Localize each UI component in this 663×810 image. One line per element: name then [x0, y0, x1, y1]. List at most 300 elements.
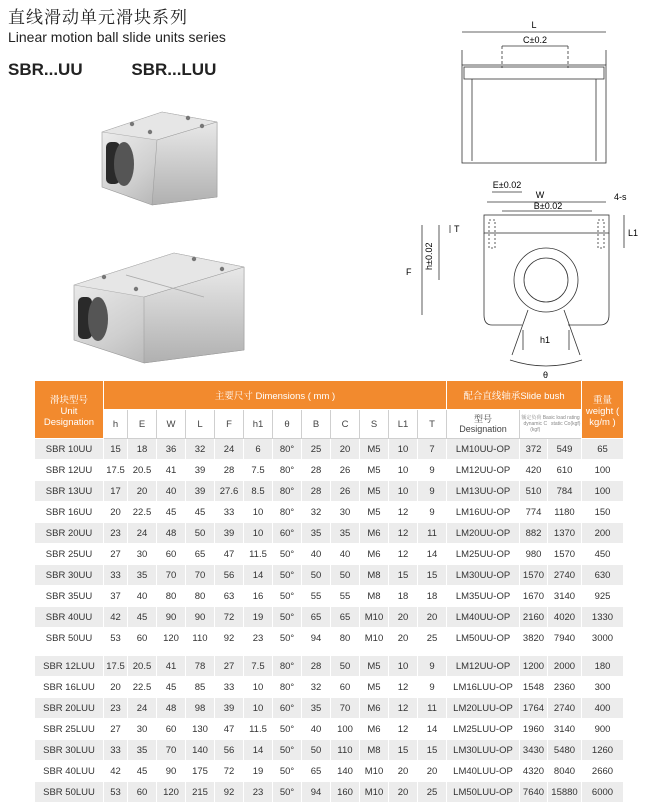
table-cell: M10 — [360, 607, 389, 628]
cell-designation: LM16LUU-OP — [447, 677, 520, 698]
table-cell: 16 — [244, 586, 273, 607]
table-cell: 23 — [244, 782, 273, 803]
header-unit: 滑块型号 Unit Designation — [35, 381, 104, 439]
table-cell: 11.5 — [244, 544, 273, 565]
table-cell: 80 — [157, 586, 186, 607]
table-cell: M6 — [360, 698, 389, 719]
dim-holes: 4-s — [614, 192, 627, 202]
table-cell: 56 — [215, 565, 244, 586]
column-header: S — [360, 410, 389, 439]
table-cell: 11 — [418, 523, 447, 544]
table-cell: 60° — [273, 523, 302, 544]
column-header: L1 — [389, 410, 418, 439]
table-cell: 18 — [128, 439, 157, 460]
cell-designation: LM13UU-OP — [447, 481, 520, 502]
cell-unit: SBR 40UU — [35, 607, 104, 628]
table-cell: 12 — [389, 544, 418, 565]
table-cell: 140 — [186, 740, 215, 761]
table-cell: 45 — [128, 761, 157, 782]
table-cell: 9 — [418, 460, 447, 481]
table-row — [35, 523, 624, 544]
cell-designation: LM16UU-OP — [447, 502, 520, 523]
table-cell: 12 — [389, 698, 418, 719]
table-cell: 41 — [157, 460, 186, 481]
dim-L: L — [531, 20, 537, 30]
table-cell: M10 — [360, 782, 389, 803]
table-cell: 9 — [418, 481, 447, 502]
table-cell: 90 — [157, 607, 186, 628]
cell-unit: SBR 20LUU — [35, 698, 104, 719]
table-row — [35, 544, 624, 565]
table-cell: 24 — [128, 523, 157, 544]
column-header-load-rating: 额定负荷 Basic load rating dynamic C (kgf) static Co(kgf) — [520, 410, 582, 439]
table-cell: 50° — [273, 719, 302, 740]
table-cell: 10 — [389, 460, 418, 481]
table-cell: M5 — [360, 502, 389, 523]
table-cell: 100 — [582, 481, 624, 502]
table-cell: 10 — [244, 698, 273, 719]
table-cell: M5 — [360, 460, 389, 481]
table-row — [35, 719, 624, 740]
table-cell: 60 — [157, 719, 186, 740]
table-cell: 48 — [157, 523, 186, 544]
table-cell: 50° — [273, 607, 302, 628]
table-cell: 300 — [582, 677, 624, 698]
table-cell: M5 — [360, 677, 389, 698]
column-header: W — [157, 410, 186, 439]
page-header — [8, 8, 226, 46]
table-cell: 50° — [273, 586, 302, 607]
table-cell: 50° — [273, 544, 302, 565]
table-row — [35, 607, 624, 628]
table-cell: 110 — [186, 628, 215, 649]
table-row — [35, 628, 624, 649]
table-cell: 110 — [331, 740, 360, 761]
table-cell: 15 — [389, 565, 418, 586]
table-cell: 630 — [582, 565, 624, 586]
model-series — [8, 60, 260, 80]
table-cell: 98 — [186, 698, 215, 719]
table-row — [35, 460, 624, 481]
table-cell: 94 — [302, 782, 331, 803]
dim-B: B±0.02 — [533, 201, 563, 211]
table-cell: 40 — [128, 586, 157, 607]
table-cell: 28 — [302, 460, 331, 481]
dim-theta: θ — [543, 370, 549, 380]
table-cell: 549 — [548, 439, 582, 460]
table-cell: 130 — [186, 719, 215, 740]
table-cell: 90 — [157, 761, 186, 782]
cell-designation: LM50UU-OP — [447, 628, 520, 649]
table-cell: 19 — [244, 761, 273, 782]
table-cell: 11 — [418, 698, 447, 719]
table-cell: 80° — [273, 656, 302, 677]
luu-rows — [35, 656, 624, 803]
table-cell: 980 — [520, 544, 548, 565]
table-cell: 25 — [418, 628, 447, 649]
table-cell: 50 — [331, 656, 360, 677]
table-cell: 40 — [302, 719, 331, 740]
table-cell: 22.5 — [128, 502, 157, 523]
cell-unit: SBR 20UU — [35, 523, 104, 544]
cell-designation: LM40UU-OP — [447, 607, 520, 628]
spec-table — [34, 380, 624, 803]
table-cell: 42 — [104, 761, 128, 782]
table-cell: 27 — [104, 544, 128, 565]
table-cell: 65 — [302, 607, 331, 628]
table-cell: 12 — [389, 502, 418, 523]
table-cell: 19 — [244, 607, 273, 628]
table-cell: 900 — [582, 719, 624, 740]
table-cell: 28 — [215, 460, 244, 481]
table-cell: 510 — [520, 481, 548, 502]
table-cell: 72 — [215, 761, 244, 782]
table-cell: 65 — [302, 761, 331, 782]
table-cell: 450 — [582, 544, 624, 565]
table-cell: 7640 — [520, 782, 548, 803]
table-cell: 80° — [273, 460, 302, 481]
table-cell: 70 — [186, 565, 215, 586]
table-cell: 65 — [582, 439, 624, 460]
table-cell: 15 — [104, 439, 128, 460]
table-cell: 7 — [418, 439, 447, 460]
table-cell: 925 — [582, 586, 624, 607]
table-cell: 3000 — [582, 628, 624, 649]
table-cell: 1200 — [520, 656, 548, 677]
column-header: T — [418, 410, 447, 439]
table-cell: 78 — [186, 656, 215, 677]
table-cell: 9 — [418, 677, 447, 698]
table-cell: 35 — [128, 565, 157, 586]
table-cell: 2740 — [548, 698, 582, 719]
table-cell: 85 — [186, 677, 215, 698]
table-cell: 42 — [104, 607, 128, 628]
dim-W: W — [535, 190, 545, 200]
table-row — [35, 677, 624, 698]
dim-F: F — [406, 267, 412, 277]
table-cell: M10 — [360, 761, 389, 782]
table-cell: 1570 — [520, 565, 548, 586]
table-cell: 26 — [331, 460, 360, 481]
table-cell: 882 — [520, 523, 548, 544]
cell-unit: SBR 12UU — [35, 460, 104, 481]
technical-drawing — [392, 10, 652, 380]
table-cell: 120 — [157, 782, 186, 803]
cell-unit: SBR 50LUU — [35, 782, 104, 803]
table-cell: 3430 — [520, 740, 548, 761]
table-cell: 70 — [157, 740, 186, 761]
table-cell: 35 — [128, 740, 157, 761]
table-cell: 100 — [331, 719, 360, 740]
table-cell: 17 — [104, 481, 128, 502]
uu-rows — [35, 439, 624, 649]
table-cell: M8 — [360, 565, 389, 586]
cell-designation: LM12UU-OP — [447, 460, 520, 481]
table-row — [35, 586, 624, 607]
table-cell: 80° — [273, 677, 302, 698]
table-cell: 6000 — [582, 782, 624, 803]
table-cell: M6 — [360, 544, 389, 565]
table-cell: 27 — [215, 656, 244, 677]
table-cell: 45 — [157, 677, 186, 698]
table-cell: 2160 — [520, 607, 548, 628]
table-cell: 160 — [331, 782, 360, 803]
photo-long-unit — [64, 245, 249, 365]
table-cell: 4320 — [520, 761, 548, 782]
table-cell: 2740 — [548, 565, 582, 586]
table-cell: M5 — [360, 481, 389, 502]
table-cell: 45 — [157, 502, 186, 523]
table-cell: 9 — [418, 502, 447, 523]
table-cell: 35 — [302, 698, 331, 719]
cell-unit: SBR 30UU — [35, 565, 104, 586]
table-row — [35, 740, 624, 761]
column-header: E — [128, 410, 157, 439]
table-cell: 50° — [273, 740, 302, 761]
table-cell: 10 — [389, 481, 418, 502]
header-weight: 重量 weight ( kg/m ) — [582, 381, 624, 439]
table-cell: 784 — [548, 481, 582, 502]
header-dimensions: 主要尺寸 Dimensions ( mm ) — [104, 381, 447, 410]
table-cell: 20 — [389, 607, 418, 628]
table-cell: 60 — [128, 782, 157, 803]
table-cell: M6 — [360, 719, 389, 740]
table-cell: 47 — [215, 544, 244, 565]
table-cell: M10 — [360, 628, 389, 649]
table-row — [35, 656, 624, 677]
table-cell: 45 — [128, 607, 157, 628]
subheader-row — [35, 410, 624, 439]
dim-E: E±0.02 — [492, 180, 522, 190]
table-cell: 7940 — [548, 628, 582, 649]
table-cell: 94 — [302, 628, 331, 649]
table-row — [35, 761, 624, 782]
table-cell: 7.5 — [244, 460, 273, 481]
cell-designation: LM25LUU-OP — [447, 719, 520, 740]
cell-designation: LM30UU-OP — [447, 565, 520, 586]
table-cell: 60 — [331, 677, 360, 698]
table-cell: 20 — [104, 502, 128, 523]
dim-h1: h1 — [540, 335, 551, 345]
table-cell: 63 — [215, 586, 244, 607]
table-cell: 4020 — [548, 607, 582, 628]
table-cell: 50° — [273, 782, 302, 803]
table-cell: M8 — [360, 740, 389, 761]
table-cell: 50 — [302, 740, 331, 761]
cell-designation: LM10UU-OP — [447, 439, 520, 460]
table-cell: 372 — [520, 439, 548, 460]
table-cell: 15 — [418, 740, 447, 761]
table-cell: 15880 — [548, 782, 582, 803]
table-cell: 25 — [418, 782, 447, 803]
table-cell: 2360 — [548, 677, 582, 698]
table-cell: 28 — [302, 656, 331, 677]
table-cell: 7.5 — [244, 656, 273, 677]
table-cell: 12 — [389, 719, 418, 740]
table-cell: 18 — [418, 586, 447, 607]
table-cell: 180 — [582, 656, 624, 677]
model-luu: SBR...LUU — [131, 60, 217, 79]
table-cell: 65 — [186, 544, 215, 565]
dim-L1: L1 — [628, 228, 639, 238]
table-row — [35, 502, 624, 523]
table-cell: 140 — [331, 761, 360, 782]
table-cell: 80° — [273, 439, 302, 460]
table-cell: 120 — [157, 628, 186, 649]
cell-unit: SBR 16UU — [35, 502, 104, 523]
title-chinese: 直线滑动单元滑块系列 — [8, 8, 188, 27]
table-cell: 60 — [128, 628, 157, 649]
table-cell: M5 — [360, 656, 389, 677]
table-cell: 55 — [331, 586, 360, 607]
table-cell: 1670 — [520, 586, 548, 607]
table-cell: 15 — [389, 740, 418, 761]
table-cell: 80 — [331, 628, 360, 649]
table-cell: 36 — [157, 439, 186, 460]
table-cell: 33 — [215, 677, 244, 698]
table-row — [35, 439, 624, 460]
table-cell: 5480 — [548, 740, 582, 761]
table-cell: 200 — [582, 523, 624, 544]
cell-unit: SBR 25UU — [35, 544, 104, 565]
table-cell: 35 — [331, 523, 360, 544]
table-cell: 92 — [215, 782, 244, 803]
table-cell: 33 — [104, 740, 128, 761]
title-english: Linear motion ball slide units series — [8, 29, 226, 45]
table-cell: 23 — [104, 698, 128, 719]
dim-C: C±0.2 — [523, 35, 547, 45]
table-cell: 25 — [302, 439, 331, 460]
table-cell: 48 — [157, 698, 186, 719]
table-cell: 32 — [186, 439, 215, 460]
table-cell: 41 — [157, 656, 186, 677]
table-cell: 80° — [273, 481, 302, 502]
table-cell: 15 — [418, 565, 447, 586]
cell-designation: LM35UU-OP — [447, 586, 520, 607]
table-cell: 50 — [186, 523, 215, 544]
table-cell: 60 — [157, 544, 186, 565]
table-cell: 30 — [128, 544, 157, 565]
column-header: h1 — [244, 410, 273, 439]
table-cell: 8040 — [548, 761, 582, 782]
table-cell: 40 — [331, 544, 360, 565]
table-cell: 20.5 — [128, 460, 157, 481]
table-cell: 30 — [128, 719, 157, 740]
table-cell: 14 — [244, 740, 273, 761]
table-cell: 50° — [273, 761, 302, 782]
dim-h: h±0.02 — [424, 242, 434, 270]
table-row — [35, 698, 624, 719]
cell-unit: SBR 13UU — [35, 481, 104, 502]
table-cell: 400 — [582, 698, 624, 719]
table-cell: 1370 — [548, 523, 582, 544]
table-cell: 50° — [273, 628, 302, 649]
cell-designation: LM30LUU-OP — [447, 740, 520, 761]
table-cell: 3140 — [548, 719, 582, 740]
cell-designation: LM20UU-OP — [447, 523, 520, 544]
table-cell: 80 — [186, 586, 215, 607]
table-cell: 10 — [244, 523, 273, 544]
table-cell: 24 — [215, 439, 244, 460]
cell-designation: LM25UU-OP — [447, 544, 520, 565]
table-cell: 60° — [273, 698, 302, 719]
table-cell: 23 — [244, 628, 273, 649]
table-cell: 10 — [244, 677, 273, 698]
table-cell: 50 — [302, 565, 331, 586]
column-header: B — [302, 410, 331, 439]
table-cell: 9 — [418, 656, 447, 677]
table-cell: 1548 — [520, 677, 548, 698]
table-cell: 17.5 — [104, 656, 128, 677]
table-cell: 47 — [215, 719, 244, 740]
cell-designation: LM50LUU-OP — [447, 782, 520, 803]
header-slide-bush: 配合直线轴承Slide bush — [447, 381, 582, 410]
table-cell: 33 — [104, 565, 128, 586]
table-cell: 32 — [302, 677, 331, 698]
table-cell: 65 — [331, 607, 360, 628]
cell-unit: SBR 35UU — [35, 586, 104, 607]
table-cell: 17.5 — [104, 460, 128, 481]
table-cell: 100 — [582, 460, 624, 481]
cell-unit: SBR 10UU — [35, 439, 104, 460]
table-cell: 20 — [418, 761, 447, 782]
table-cell: 20 — [418, 607, 447, 628]
table-cell: M5 — [360, 439, 389, 460]
table-cell: 20 — [104, 677, 128, 698]
table-cell: 2000 — [548, 656, 582, 677]
cell-unit: SBR 40LUU — [35, 761, 104, 782]
table-cell: 2660 — [582, 761, 624, 782]
table-cell: 1570 — [548, 544, 582, 565]
table-cell: 20 — [331, 439, 360, 460]
cell-designation: LM40LUU-OP — [447, 761, 520, 782]
table-cell: 3820 — [520, 628, 548, 649]
cell-unit: SBR 50UU — [35, 628, 104, 649]
table-cell: 90 — [186, 607, 215, 628]
table-cell: 39 — [215, 523, 244, 544]
table-cell: M6 — [360, 523, 389, 544]
table-cell: 12 — [389, 677, 418, 698]
table-cell: 53 — [104, 628, 128, 649]
table-cell: 53 — [104, 782, 128, 803]
dim-T: T — [454, 224, 460, 234]
table-cell: 24 — [128, 698, 157, 719]
table-cell: 28 — [302, 481, 331, 502]
table-cell: 55 — [302, 586, 331, 607]
table-cell: 50° — [273, 565, 302, 586]
table-cell: 3140 — [548, 586, 582, 607]
table-cell: 14 — [418, 544, 447, 565]
cell-unit: SBR 16LUU — [35, 677, 104, 698]
table-row — [35, 782, 624, 803]
table-cell: 72 — [215, 607, 244, 628]
table-cell: 39 — [186, 460, 215, 481]
table-cell: 14 — [244, 565, 273, 586]
table-cell: 20.5 — [128, 656, 157, 677]
table-cell: 50 — [331, 565, 360, 586]
table-cell: 10 — [389, 656, 418, 677]
cell-unit: SBR 30LUU — [35, 740, 104, 761]
table-cell: 6 — [244, 439, 273, 460]
table-cell: 175 — [186, 761, 215, 782]
table-cell: 70 — [331, 698, 360, 719]
table-cell: 420 — [520, 460, 548, 481]
table-spacer — [35, 649, 624, 656]
table-cell: 26 — [331, 481, 360, 502]
cell-designation: LM12UU-OP — [447, 656, 520, 677]
column-header: h — [104, 410, 128, 439]
table-cell: 92 — [215, 628, 244, 649]
